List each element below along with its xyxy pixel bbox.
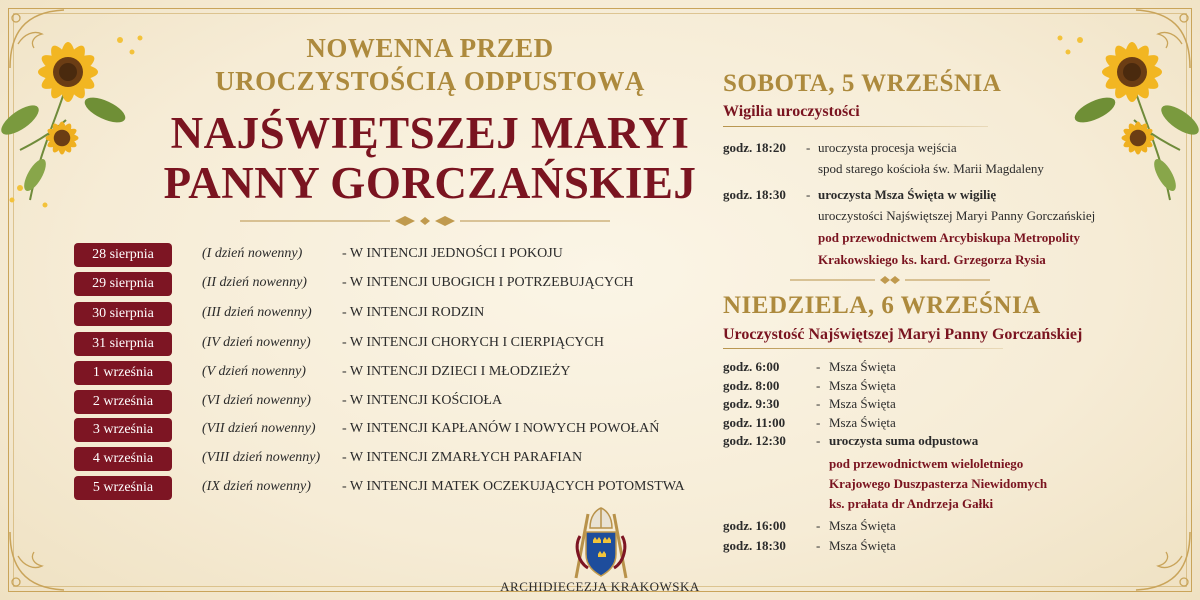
organization-name: ARCHIDIECEZJA KRAKOWSKA [500, 579, 700, 594]
header-line-4: PANNY GORCZAŃSKIEJ [163, 158, 697, 208]
novena-intention: - W INTENCJI UBOGICH I POTRZEBUJĄCYCH [342, 275, 634, 290]
date-badge: 4 września [74, 447, 172, 471]
novena-intention: - W INTENCJI RODZIN [342, 305, 485, 320]
novena-intention: - W INTENCJI KOŚCIOŁA [342, 393, 503, 408]
novena-intention: - W INTENCJI ZMARŁYCH PARAFIAN [342, 450, 583, 465]
novena-day-label: (I dzień nowenny) [202, 246, 303, 261]
date-badge: 2 września [74, 390, 172, 414]
event-text: uroczysta suma odpustowa [829, 433, 979, 448]
event-dash: - [816, 396, 821, 411]
event-celebrant: pod przewodnictwem wieloletniego [829, 456, 1024, 471]
event-text: uroczysta procesja wejścia [818, 140, 957, 155]
event-time: godz. 18:30 [723, 538, 786, 553]
event-time: godz. 6:00 [723, 359, 780, 374]
event-text: Msza Święta [829, 396, 896, 411]
event-text: Msza Święta [829, 415, 896, 430]
divider-line [723, 348, 1003, 349]
corner-ornament-icon [1126, 526, 1196, 596]
event-dash: - [816, 415, 821, 430]
event-text: uroczysta Msza Święta w wigilię [818, 187, 997, 202]
event-celebrant: pod przewodnictwem Arcybiskupa Metropolity [818, 230, 1081, 245]
novena-day-label: (VI dzień nowenny) [202, 393, 311, 408]
corner-ornament-icon [4, 526, 74, 596]
date-badge: 29 sierpnia [74, 272, 172, 296]
section-divider [790, 274, 990, 286]
novena-day-label: (IX dzień nowenny) [202, 479, 311, 494]
event-text: spod starego kościoła św. Marii Magdaleny [818, 161, 1044, 176]
novena-intention: - W INTENCJI KAPŁANÓW I NOWYCH POWOŁAŃ [342, 421, 660, 436]
event-dash: - [816, 518, 821, 533]
novena-intention: - W INTENCJI JEDNOŚCI I POKOJU [342, 246, 563, 261]
event-time: godz. 12:30 [723, 433, 786, 448]
event-celebrant: ks. prałata dr Andrzeja Gałki [829, 496, 994, 511]
event-dash: - [816, 538, 821, 553]
date-badge: 30 sierpnia [74, 302, 172, 326]
event-dash: - [816, 359, 821, 374]
event-text: Msza Święta [829, 378, 896, 393]
novena-day-label: (VII dzień nowenny) [202, 421, 316, 436]
event-celebrant: Krajowego Duszpasterza Niewidomych [829, 476, 1048, 491]
novena-day-label: (V dzień nowenny) [202, 364, 306, 379]
header-line-2: UROCZYSTOŚCIĄ ODPUSTOWĄ [215, 66, 645, 96]
event-dash: - [806, 187, 811, 202]
event-dash: - [816, 433, 821, 448]
event-time: godz. 11:00 [723, 415, 786, 430]
header-line-3: NAJŚWIĘTSZEJ MARYI [170, 108, 690, 158]
date-badge: 31 sierpnia [74, 332, 172, 356]
event-text: Msza Święta [829, 518, 896, 533]
header-subtitle [190, 32, 670, 98]
title-divider [240, 213, 610, 229]
date-badge: 28 sierpnia [74, 243, 172, 267]
date-badge: 1 września [74, 361, 172, 385]
event-time: godz. 8:00 [723, 378, 780, 393]
novena-day-label: (VIII dzień nowenny) [202, 450, 321, 465]
novena-day-label: (IV dzień nowenny) [202, 335, 311, 350]
event-time: godz. 18:30 [723, 187, 786, 202]
event-dash: - [806, 140, 811, 155]
event-text: uroczystości Najświętszej Maryi Panny Gorczańskiej [818, 208, 1096, 223]
novena-intention: - W INTENCJI CHORYCH I CIERPIĄCYCH [342, 335, 604, 350]
saturday-subtitle: Wigilia uroczystości [723, 103, 860, 120]
event-dash: - [816, 378, 821, 393]
novena-intention: - W INTENCJI MATEK OCZEKUJĄCYCH POTOMSTWA [342, 479, 685, 494]
sunday-subtitle: Uroczystość Najświętszej Maryi Panny Gorczańskiej [723, 326, 1083, 343]
novena-day-label: (III dzień nowenny) [202, 305, 312, 320]
event-text: Msza Święta [829, 538, 896, 553]
divider-line [723, 126, 988, 127]
date-badge: 5 września [74, 476, 172, 500]
sunflower-bouquet-icon [1010, 0, 1200, 220]
archdiocese-crest-icon [566, 506, 636, 584]
event-text: Msza Święta [829, 359, 896, 374]
sunday-title: NIEDZIELA, 6 WRZEŚNIA [723, 292, 1041, 319]
header-title [130, 108, 730, 208]
event-time: godz. 9:30 [723, 396, 780, 411]
saturday-title: SOBOTA, 5 WRZEŚNIA [723, 70, 1002, 97]
novena-intention: - W INTENCJI DZIECI I MŁODZIEŻY [342, 364, 571, 379]
date-badge: 3 września [74, 418, 172, 442]
event-celebrant: Krakowskiego ks. kard. Grzegorza Rysia [818, 252, 1046, 267]
event-time: godz. 16:00 [723, 518, 786, 533]
event-time: godz. 18:20 [723, 140, 786, 155]
header-line-1: NOWENNA PRZED [306, 33, 554, 63]
novena-day-label: (II dzień nowenny) [202, 275, 307, 290]
